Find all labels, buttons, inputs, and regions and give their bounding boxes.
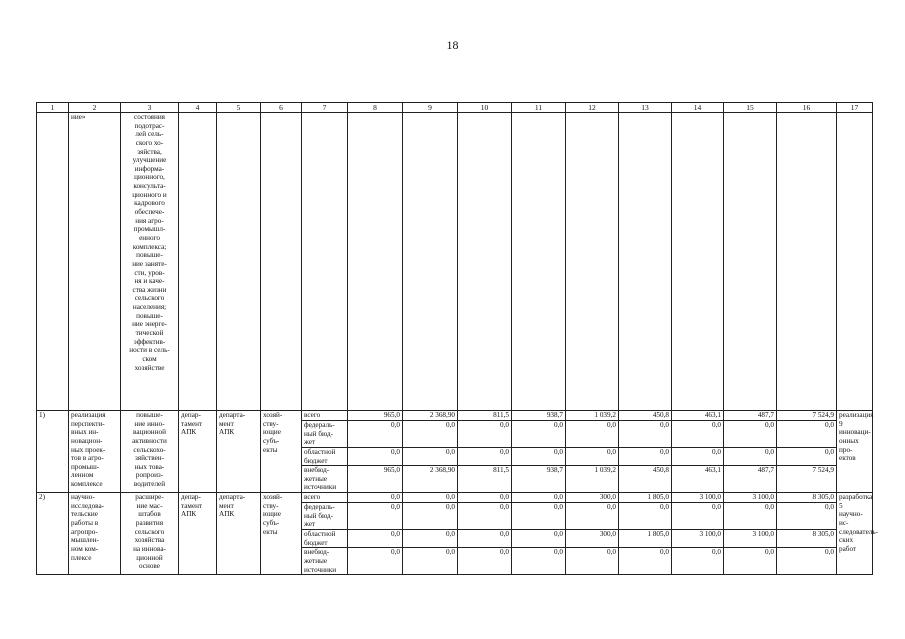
finance-row: [37, 493, 873, 503]
funding-value: 0,0: [348, 493, 403, 503]
funding-value: 0,0: [403, 503, 458, 530]
activity-name-line: промыш-: [71, 462, 100, 471]
funding-value: 811,5: [458, 411, 512, 421]
funding-source: [302, 411, 348, 421]
funding-value: 0,0: [348, 447, 403, 465]
goal-continued: [121, 113, 179, 411]
expected-result-line: следователь-: [839, 527, 879, 536]
funding-source: [302, 548, 348, 575]
activity-goal-line: активности: [132, 436, 167, 445]
executor-1-line: АПК: [181, 510, 197, 519]
goal-continued-line: ском: [142, 354, 157, 363]
executor-1-line: депар-: [181, 493, 201, 502]
activity-name-line: тов в агро-: [71, 454, 104, 463]
funding-source-line: источники: [304, 565, 337, 574]
activity-name: [69, 493, 121, 575]
executor-3-line: ющие: [263, 428, 281, 437]
column-header: 9: [403, 103, 458, 113]
funding-value: 0,0: [619, 503, 672, 530]
funding-value: 3 100,0: [672, 493, 724, 503]
cell-empty: [672, 113, 724, 411]
funding-source-line: областной: [304, 530, 336, 539]
funding-source-line: жетные: [304, 556, 328, 565]
funding-value: 965,0: [348, 411, 403, 421]
funding-value: 0,0: [619, 548, 672, 575]
finance-row: [37, 411, 873, 421]
funding-value: 1 805,0: [619, 530, 672, 548]
column-header: 6: [261, 103, 302, 113]
goal-continued-line: ня и каче-: [134, 277, 165, 286]
funding-source-line: жет: [304, 438, 316, 447]
funding-value: 0,0: [458, 493, 512, 503]
funding-value: 0,0: [512, 493, 566, 503]
goal-continued-line: комплекса;: [132, 242, 167, 251]
activity-name: [69, 411, 121, 493]
activity-goal-line: сельского: [134, 527, 165, 536]
funding-value: 0,0: [458, 503, 512, 530]
activity-name-line: перспекти-: [71, 419, 105, 428]
column-header: 2: [69, 103, 121, 113]
goal-continued-line: состояния: [134, 113, 165, 121]
executor-1-line: тамент: [181, 419, 203, 428]
funding-value: 0,0: [348, 503, 403, 530]
goal-continued-line: ства жизни: [132, 285, 167, 294]
funding-value: 0,0: [403, 530, 458, 548]
funding-value: 0,0: [348, 530, 403, 548]
executor-1: [179, 411, 217, 493]
expected-result-line: 9 инноваци-: [839, 419, 871, 437]
goal-continued-line: населения;: [132, 303, 167, 312]
funding-value: 0,0: [672, 421, 724, 448]
goal-continued-line: зяйства,: [137, 147, 162, 156]
cell-empty: [348, 113, 403, 411]
cell-empty: [724, 113, 777, 411]
funding-source-line: внебюд-: [304, 548, 330, 557]
executor-1-line: АПК: [181, 428, 197, 437]
expected-result-line: ских работ: [839, 536, 857, 553]
cell-empty: [777, 113, 837, 411]
activity-goal-line: ние инно-: [134, 419, 165, 428]
goal-continued-line: лей сель-: [135, 130, 164, 139]
funding-value: 487,7: [724, 466, 777, 493]
column-header: 17: [837, 103, 873, 113]
executor-1-line: тамент: [181, 501, 203, 510]
funding-value: 3 100,0: [672, 530, 724, 548]
goal-continued-line: тической: [135, 329, 164, 338]
funding-value: 0,0: [512, 503, 566, 530]
column-header: 13: [619, 103, 672, 113]
activity-number: 2): [37, 493, 69, 575]
funding-value: 7 524,9: [777, 411, 837, 421]
activity-goal-line: вационной: [133, 428, 166, 437]
expected-result: [837, 411, 873, 493]
funding-value: 0,0: [566, 503, 619, 530]
activity-goal-line: штабов: [138, 510, 161, 519]
executor-2-line: департа-: [219, 411, 246, 419]
executor-2: [217, 493, 261, 575]
column-header: 4: [179, 103, 217, 113]
funding-value: 0,0: [724, 548, 777, 575]
funding-value: 1 805,0: [619, 493, 672, 503]
funding-source: [302, 421, 348, 448]
funding-value: 0,0: [458, 447, 512, 465]
activity-name-line: вных ин-: [71, 428, 99, 437]
column-header: 16: [777, 103, 837, 113]
executor-3-line: екты: [263, 527, 278, 536]
funding-value: 0,0: [724, 503, 777, 530]
goal-continued-line: подотрас-: [134, 121, 165, 130]
activity-name-line: комплексе: [71, 480, 103, 489]
cell-empty: [217, 113, 261, 411]
executor-3-line: екты: [263, 445, 278, 454]
activity-goal-line: водителей: [133, 480, 166, 489]
executor-1-line: депар-: [181, 411, 201, 419]
goal-continued-line: сельского: [134, 294, 165, 303]
funding-value: 938,7: [512, 411, 566, 421]
cell-empty: [403, 113, 458, 411]
activity-goal-line: на иннова-: [133, 544, 166, 553]
continuation-row: [37, 113, 873, 411]
expected-result-line: разработка 5: [839, 493, 873, 510]
funding-value: 0,0: [672, 548, 724, 575]
executor-2-line: АПК: [219, 510, 235, 519]
funding-value: 0,0: [403, 447, 458, 465]
expected-result-line: онных про-: [839, 436, 859, 454]
funding-value: 450,8: [619, 466, 672, 493]
activity-goal-line: ропроиз-: [135, 471, 164, 480]
cell-empty: [619, 113, 672, 411]
executor-1: [179, 493, 217, 575]
cell-empty: [261, 113, 302, 411]
executor-3-line: ству-: [263, 501, 279, 510]
activity-name-line: ном ком-: [71, 544, 99, 553]
cell-empty: [566, 113, 619, 411]
column-header: 12: [566, 103, 619, 113]
expected-result-line: научно-ис-: [839, 510, 863, 528]
column-header: 5: [217, 103, 261, 113]
funding-value: 0,0: [724, 447, 777, 465]
activity-goal-line: повыше-: [136, 411, 163, 419]
activity-goal-line: хозяйства: [134, 536, 165, 545]
funding-value: 938,7: [512, 466, 566, 493]
program-table: [36, 102, 879, 575]
funding-value: 300,0: [566, 493, 619, 503]
funding-value: 0,0: [348, 421, 403, 448]
funding-value: 0,0: [777, 548, 837, 575]
funding-value: 0,0: [619, 421, 672, 448]
goal-continued-line: повыше-: [136, 251, 163, 260]
funding-value: 0,0: [566, 421, 619, 448]
goal-continued-line: кадрового: [134, 199, 165, 208]
funding-source: [302, 466, 348, 493]
funding-source-line: жет: [304, 520, 316, 529]
goal-continued-line: хозяйстве: [134, 363, 165, 372]
funding-value: 0,0: [777, 421, 837, 448]
executor-2-line: АПК: [219, 428, 235, 437]
funding-value: 0,0: [348, 548, 403, 575]
funding-source: [302, 503, 348, 530]
goal-continued-line: ционного и: [132, 190, 167, 199]
activity-number: 1): [37, 411, 69, 493]
funding-value: 0,0: [566, 447, 619, 465]
activity-name-line: исследова-: [71, 501, 105, 510]
goal-continued-line: промышл-: [133, 225, 166, 234]
goal-continued-line: ния агро-: [135, 216, 164, 225]
funding-value: 1 039,2: [566, 466, 619, 493]
funding-value: 0,0: [777, 447, 837, 465]
cell-empty: [37, 113, 69, 411]
column-header: 14: [672, 103, 724, 113]
executor-3-line: субъ-: [263, 519, 280, 528]
column-header: 8: [348, 103, 403, 113]
funding-value: 811,5: [458, 466, 512, 493]
cell-empty: [837, 113, 873, 411]
activity-name-line: ных проек-: [71, 445, 106, 454]
page-number: 18: [446, 38, 459, 52]
goal-continued-line: ционного,: [134, 173, 165, 182]
activity-name-line: мышлен-: [71, 536, 99, 545]
activity-name-line: научно-: [71, 493, 95, 502]
executor-3: [261, 411, 302, 493]
activity-goal-line: развития: [135, 519, 164, 528]
cell-empty: [302, 113, 348, 411]
funding-source-line: федераль-: [304, 421, 335, 429]
funding-source: [302, 530, 348, 548]
activity-goal-line: ных това-: [134, 462, 165, 471]
activity-goal-line: основе: [139, 562, 160, 571]
activity-name-line: ленном: [71, 471, 94, 480]
executor-3-line: ству-: [263, 419, 279, 428]
funding-value: 0,0: [512, 530, 566, 548]
funding-value: 2 368,90: [403, 411, 458, 421]
expected-result-line: ектов: [839, 454, 856, 463]
funding-value: 463,1: [672, 411, 724, 421]
executor-3-line: хозяй-: [263, 411, 283, 419]
funding-value: 300,0: [566, 530, 619, 548]
activity-name-line: плексе: [71, 553, 92, 562]
expected-result: [837, 493, 879, 575]
funding-value: 0,0: [458, 421, 512, 448]
goal-continued-line: сти, уров-: [134, 268, 165, 277]
column-header: 7: [302, 103, 348, 113]
funding-value: 2 368,90: [403, 466, 458, 493]
column-header: 10: [458, 103, 512, 113]
goal-continued-line: обеспече-: [134, 208, 165, 217]
executor-3-line: хозяй-: [263, 493, 283, 502]
header-row: [37, 103, 873, 113]
activity-name-line: новацион-: [71, 436, 103, 445]
funding-source-line: внебюд-: [304, 466, 330, 475]
expected-result-line: реализация: [839, 411, 874, 419]
goal-continued-line: повыше-: [136, 311, 163, 320]
goal-continued-line: ние заняте-: [132, 259, 167, 268]
goal-continued-line: ности в сель-: [129, 346, 170, 355]
funding-value: 0,0: [566, 548, 619, 575]
activity-name-line: агропро-: [71, 527, 98, 536]
funding-value: 3 100,0: [724, 493, 777, 503]
goal-continued-line: енного: [139, 233, 160, 242]
funding-value: 0,0: [672, 447, 724, 465]
executor-3: [261, 493, 302, 575]
funding-value: 0,0: [777, 503, 837, 530]
activity-name-line: тельские: [71, 510, 98, 519]
funding-source-line: областной: [304, 447, 336, 456]
funding-source-line: ный бюд-: [304, 429, 334, 438]
activity-goal-line: сельскохо-: [133, 445, 166, 454]
funding-source-line: всего: [304, 411, 321, 419]
funding-value: 0,0: [403, 421, 458, 448]
funding-source-line: бюджет: [304, 538, 328, 547]
column-header: 1: [37, 103, 69, 113]
funding-value: 0,0: [458, 548, 512, 575]
funding-value: 0,0: [403, 548, 458, 575]
funding-value: 0,0: [672, 503, 724, 530]
funding-source-line: жетные: [304, 474, 328, 483]
funding-value: 7 524,9: [777, 466, 837, 493]
activity-goal: [121, 411, 179, 493]
executor-2-line: департа-: [219, 493, 246, 502]
funding-value: 0,0: [512, 447, 566, 465]
cell-empty: [458, 113, 512, 411]
goal-continued-line: эффектив-: [133, 337, 166, 346]
goal-continued-line: ского хо-: [135, 138, 164, 147]
executor-2-line: мент: [219, 501, 234, 510]
executor-2: [217, 411, 261, 493]
column-header: 11: [512, 103, 566, 113]
funding-value: 0,0: [512, 421, 566, 448]
activity-goal: [121, 493, 179, 575]
funding-value: 0,0: [724, 421, 777, 448]
activity-goal-line: зяйствен-: [134, 454, 165, 463]
activity-goal-line: расшире-: [135, 493, 164, 502]
cell-empty: [512, 113, 566, 411]
funding-value: 8 305,0: [777, 493, 837, 503]
cell-empty: [179, 113, 217, 411]
funding-value: 0,0: [403, 493, 458, 503]
executor-3-line: субъ-: [263, 436, 280, 445]
goal-continued-line: ние энерге-: [132, 320, 167, 329]
goal-continued-line: улучшение: [132, 156, 167, 165]
activity-name-continued: ние»: [69, 113, 121, 411]
funding-value: 3 100,0: [724, 530, 777, 548]
funding-source-line: всего: [304, 493, 321, 502]
funding-value: 450,8: [619, 411, 672, 421]
funding-value: 965,0: [348, 466, 403, 493]
executor-3-line: ющие: [263, 510, 281, 519]
funding-source: [302, 493, 348, 503]
funding-source: [302, 447, 348, 465]
funding-value: 463,1: [672, 466, 724, 493]
activity-goal-line: ционной: [136, 553, 163, 562]
funding-value: 8 305,0: [777, 530, 837, 548]
goal-continued-line: консульта-: [133, 182, 166, 191]
activity-goal-line: ние мас-: [136, 501, 163, 510]
goal-continued-line: информа-: [134, 164, 165, 173]
funding-value: 487,7: [724, 411, 777, 421]
funding-source-line: бюджет: [304, 456, 328, 465]
column-header: 15: [724, 103, 777, 113]
column-header: 3: [121, 103, 179, 113]
activity-name-line: реализация: [71, 411, 106, 419]
funding-source-line: федераль-: [304, 503, 335, 512]
executor-2-line: мент: [219, 419, 234, 428]
funding-value: 0,0: [512, 548, 566, 575]
funding-source-line: источники: [304, 483, 337, 492]
activity-name-line: работы в: [71, 519, 99, 528]
funding-value: 0,0: [619, 447, 672, 465]
funding-value: 0,0: [458, 530, 512, 548]
funding-value: 1 039,2: [566, 411, 619, 421]
funding-source-line: ный бюд-: [304, 511, 334, 520]
